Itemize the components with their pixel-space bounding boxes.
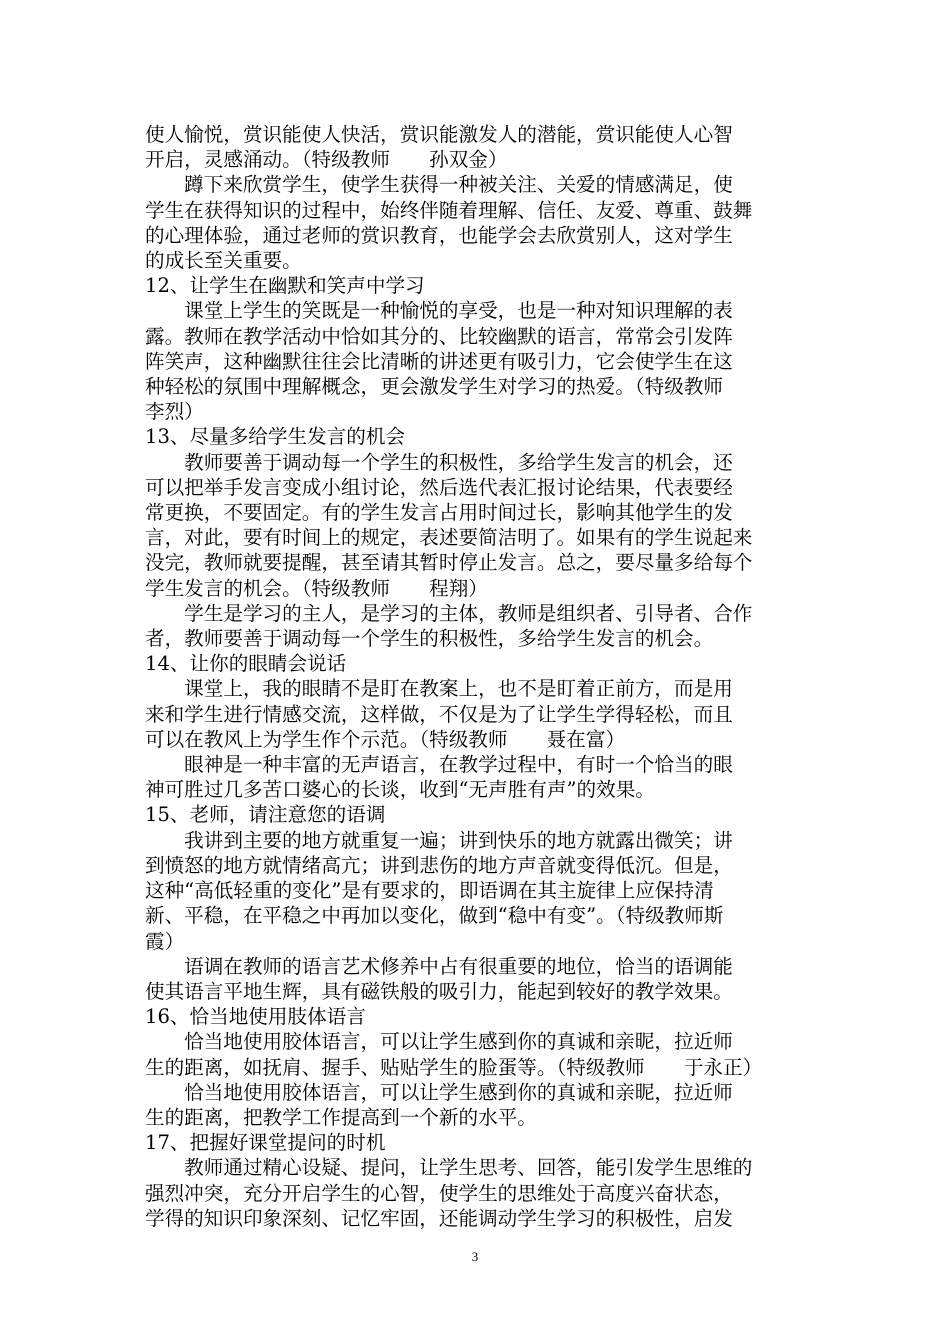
text-line: 者，教师要善于调动每一个学生的积极性，多给学生发言的机会。: [145, 627, 714, 651]
text-line: 学生是学习的主人，是学习的主体，教师是组织者、引导者、合作: [145, 601, 753, 625]
text-line: 17、把握好课堂提问的时机: [145, 1131, 386, 1155]
text-line: 教师通过精心设疑、提问，让学生思考、回答，能引发学生思维的: [145, 1156, 753, 1180]
text-line: 常更换，不要固定。有的学生发言占用时间过长，影响其他学生的发: [145, 501, 733, 525]
text-line: 蹲下来欣赏学生，使学生获得一种被关注、关爱的情感满足，使: [145, 173, 733, 197]
text-line: 开启，灵感涌动。（特级教师 孙双金）: [145, 148, 508, 172]
body-text: [145, 122, 807, 1231]
text-line: 这种“高低轻重的变化”是有要求的，即语调在其主旋律上应保持清: [145, 879, 714, 903]
text-line: 16、恰当地使用肢体语言: [145, 1005, 366, 1029]
text-line: 恰当地使用胶体语言，可以让学生感到你的真诚和亲昵，拉近师: [145, 1030, 733, 1054]
text-line: 生的距离，如抚肩、握手、贴贴学生的脸蛋等。（特级教师 于永正）: [145, 1055, 763, 1079]
text-line: 到愤怒的地方就情绪高亢；讲到悲伤的地方声音就变得低沉。但是，: [145, 853, 733, 877]
text-line: 可以把举手发言变成小组讨论，然后选代表汇报讨论结果，代表要经: [145, 475, 733, 499]
text-line: 15、老师，请注意您的语调: [145, 803, 386, 827]
text-line: 恰当地使用胶体语言，可以让学生感到你的真诚和亲昵，拉近师: [145, 1080, 733, 1104]
text-line: 使其语言平地生辉，具有磁铁般的吸引力，能起到较好的教学效果。: [145, 979, 733, 1003]
text-line: 学生发言的机会。（特级教师 程翔）: [145, 576, 488, 600]
text-line: 使人愉悦，赏识能使人快活，赏识能激发人的潜能，赏识能使人心智: [145, 123, 733, 146]
text-line: 学生在获得知识的过程中，始终伴随着理解、信任、友爱、尊重、鼓舞: [145, 198, 753, 222]
text-line: 眼神是一种丰富的无声语言，在教学过程中，有时一个恰当的眼: [145, 753, 733, 777]
text-line: 可以在教风上为学生作个示范。（特级教师 聂在富）: [145, 727, 626, 751]
page-number: 3: [471, 1249, 479, 1264]
text-line: 神可胜过几多苦口婆心的长谈，收到“无声胜有声”的效果。: [145, 778, 655, 802]
text-line: 露。教师在教学活动中恰如其分的、比较幽默的语言，常常会引发阵: [145, 324, 733, 348]
text-line: 言，对此，要有时间上的规定，表述要简洁明了。如果有的学生说起来: [145, 526, 753, 550]
text-line: 强烈冲突，充分开启学生的心智，使学生的思维处于高度兴奋状态，: [145, 1181, 733, 1205]
text-line: 12、让学生在幽默和笑声中学习: [145, 274, 425, 298]
text-line: 学得的知识印象深刻、记忆牢固，还能调动学生学习的积极性，启发: [145, 1206, 733, 1230]
text-line: 霞）: [145, 929, 185, 953]
text-line: 的成长至关重要。: [145, 249, 302, 273]
text-line: 教师要善于调动每一个学生的积极性，多给学生发言的机会，还: [145, 450, 733, 474]
text-line: 没完，教师就要提醒，甚至请其暂时停止发言。总之，要尽量多给每个: [145, 551, 753, 575]
text-line: 课堂上，我的眼睛不是盯在教案上，也不是盯着正前方，而是用: [145, 677, 733, 701]
text-line: 生的距离，把教学工作提高到一个新的水平。: [145, 1105, 537, 1129]
text-line: 李烈）: [145, 400, 204, 424]
text-line: 我讲到主要的地方就重复一遍；讲到快乐的地方就露出微笑；讲: [145, 828, 733, 852]
text-line: 13、尽量多给学生发言的机会: [145, 425, 406, 449]
text-line: 14、让你的眼睛会说话: [145, 652, 347, 676]
text-line: 来和学生进行情感交流，这样做，不仅是为了让学生学得轻松，而且: [145, 702, 733, 726]
text-line: 新、平稳，在平稳之中再加以变化，做到“稳中有变”。（特级教师斯: [145, 904, 724, 928]
text-line: 阵笑声，这种幽默往往会比清晰的讲述更有吸引力，它会使学生在这: [145, 349, 733, 373]
text-line: 种轻松的氛围中理解概念，更会激发学生对学习的热爱。（特级教师: [145, 375, 724, 399]
text-line: 语调在教师的语言艺术修养中占有很重要的地位，恰当的语调能: [145, 954, 733, 978]
text-line: 的心理体验，通过老师的赏识教育，也能学会去欣赏别人，这对学生: [145, 223, 733, 247]
text-line: 课堂上学生的笑既是一种愉悦的享受，也是一种对知识理解的表: [145, 299, 733, 323]
